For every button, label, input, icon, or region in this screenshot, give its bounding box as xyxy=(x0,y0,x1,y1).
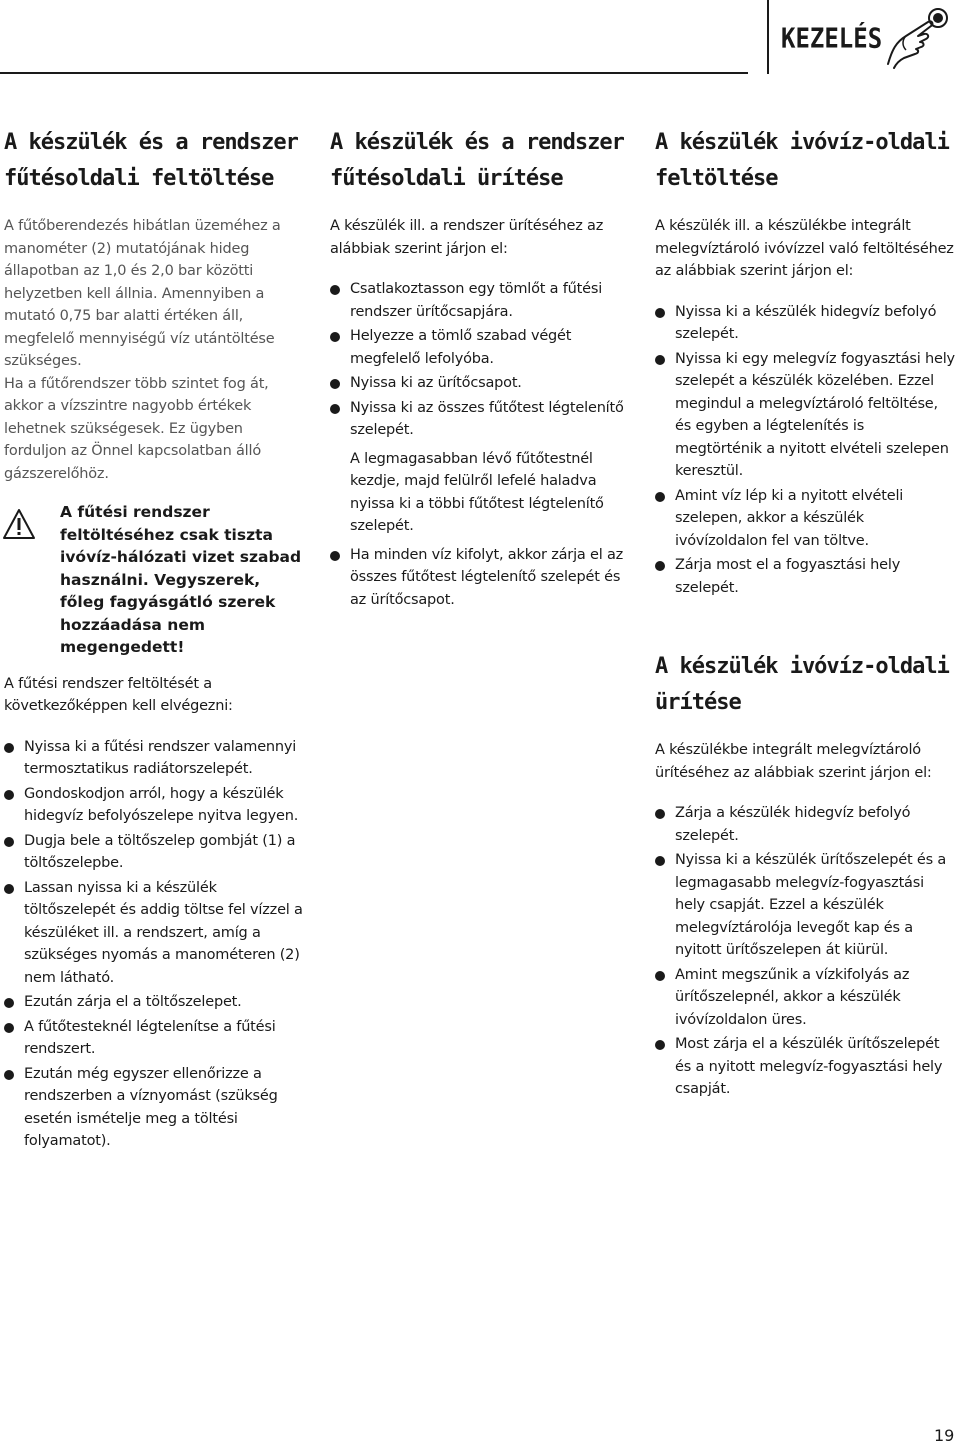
column-drinking-water xyxy=(655,125,955,1103)
list-item: Nyissa ki a készülék hidegvíz befolyó szelepét. xyxy=(655,301,955,346)
steps-list xyxy=(330,278,630,442)
list-item: Helyezze a tömlő szabad végét megfelelő lefolyóba. xyxy=(330,325,630,370)
title-line: fűtésoldali feltöltése xyxy=(4,166,274,191)
list-item: Ha minden víz kifolyt, akkor zárja el az összes fűtőtest légtelenítő szelepét és az ürítőcsapot. xyxy=(330,544,630,612)
section-title-fill-heating xyxy=(4,125,304,197)
paragraph: A fűtőberendezés hibátlan üzeméhez a manométer (2) mutatójának hideg állapotban az 1,0 és 2,0 bar közötti helyzetben kell állnia. Amennyiben a mutató 0,75 bar alatti értéken áll, megfelelő mennyiségű víz utántöltése szükséges. xyxy=(4,218,281,369)
list-item: A fűtőtesteknél légtelenítse a fűtési rendszert. xyxy=(4,1016,304,1061)
steps-list xyxy=(4,736,304,1153)
list-item: Most zárja el a készülék ürítőszelepét és a nyitott melegvíz-fogyasztási hely csapját. xyxy=(655,1033,955,1101)
list-item: Nyissa ki a fűtési rendszer valamennyi termosztatikus radiátorszelepét. xyxy=(4,736,304,781)
paragraph: Ha a fűtőrendszer több szintet fog át, akkor a vízszintre nagyobb értékek lehetnek szükségesek. Ez ügyben forduljon az Önnel kapcsolatban álló gázszerelőhöz. xyxy=(4,375,269,482)
intro-text: A készülékbe integrált melegvíztároló ürítéséhez az alábbiak szerint járjon el: xyxy=(655,742,932,781)
hand-pressing-button-icon xyxy=(880,6,952,70)
list-item: Ezután még egyszer ellenőrizze a rendszerben a víznyomást (szükség esetén ismételje meg a töltési folyamatot). xyxy=(4,1063,304,1153)
title-line: A készülék és a rendszer xyxy=(330,130,624,155)
title-line: A készülék ivóvíz-oldali xyxy=(655,654,949,679)
section-title-drain-drinking-water xyxy=(655,649,955,721)
steps-list-2 xyxy=(655,802,955,1101)
section-title-drain-heating xyxy=(330,125,630,197)
list-item: Zárja a készülék hidegvíz befolyó szelepét. xyxy=(655,802,955,847)
title-line: A készülék ivóvíz-oldali xyxy=(655,130,949,155)
warning-triangle-icon xyxy=(2,507,36,541)
continuation-text: A legmagasabban lévő fűtőtestnél kezdje, majd felülről lefelé haladva nyissa ki a többi fűtőtest légtelenítő szelepét. xyxy=(350,450,604,534)
list-item: Ezután zárja el a töltőszelepet. xyxy=(4,991,304,1014)
list-item: Zárja most el a fogyasztási hely szelepét. xyxy=(655,554,955,599)
warning-note xyxy=(4,501,304,659)
header-rule xyxy=(0,0,748,74)
title-line: ürítése xyxy=(655,690,741,715)
list-item: Nyissa ki egy melegvíz fogyasztási hely szelepét a készülék közelében. Ezzel megindul a melegvíztároló feltöltése, és egyben a légtelenítés is megtörténik a nyitott elvételi szelepen keresztül. xyxy=(655,348,955,483)
list-item: Dugja bele a töltőszelep gombját (1) a töltőszelepbe. xyxy=(4,830,304,875)
list-item: Nyissa ki az összes fűtőtest légtelenítő szelepét. xyxy=(330,397,630,442)
column-drain-heating-side xyxy=(330,125,630,613)
list-item: Lassan nyissa ki a készülék töltőszelepét és addig töltse fel vízzel a készüléket ill. a rendszert, amíg a szükséges nyomás a manométeren (2) nem látható. xyxy=(4,877,304,990)
intro-text: A készülék ill. a rendszer ürítéséhez az alábbiak szerint járjon el: xyxy=(330,218,604,257)
page-title: KEZELÉS xyxy=(781,22,883,55)
page-number: 19 xyxy=(934,1426,955,1445)
steps-list xyxy=(655,301,955,600)
intro-text: A készülék ill. a készülékbe integrált melegvíztároló ivóvízzel való feltöltéséhez az alábbiak szerint járjon el: xyxy=(655,218,954,279)
list-item: Nyissa ki a készülék ürítőszelepét és a legmagasabb melegvíz-fogyasztási hely csapját. Ezzel a készülék melegvíztárolója levegőt kap és a nyitott ürítőszelepen át kiürül. xyxy=(655,849,955,962)
title-line: A készülék és a rendszer xyxy=(4,130,298,155)
warning-text: A fűtési rendszer feltöltéséhez csak tiszta ivóvíz-hálózati vizet szabad használni. Vegyszerek, főleg fagyásgátló szerek hozzáadása nem megengedett! xyxy=(60,503,302,656)
header-divider xyxy=(767,0,769,74)
section-title-fill-drinking-water xyxy=(655,125,955,197)
title-line: fűtésoldali ürítése xyxy=(330,166,563,191)
steps-list-2 xyxy=(330,544,630,612)
list-item: Amint víz lép ki a nyitott elvételi szelepen, akkor a készülék ivóvízoldalon fel van töltve. xyxy=(655,485,955,553)
column-fill-heating-side xyxy=(4,125,304,1155)
intro-text: A fűtési rendszer feltöltését a következőképpen kell elvégezni: xyxy=(4,675,233,714)
title-line: feltöltése xyxy=(655,166,778,191)
list-item: Amint megszűnik a vízkifolyás az ürítőszelepnél, akkor a készülék ivóvízoldalon üres. xyxy=(655,964,955,1032)
list-item: Csatlakoztasson egy tömlőt a fűtési rendszer ürítőcsapjára. xyxy=(330,278,630,323)
list-item: Nyissa ki az ürítőcsapot. xyxy=(330,372,630,395)
list-item: Gondoskodjon arról, hogy a készülék hidegvíz befolyószelepe nyitva legyen. xyxy=(4,783,304,828)
